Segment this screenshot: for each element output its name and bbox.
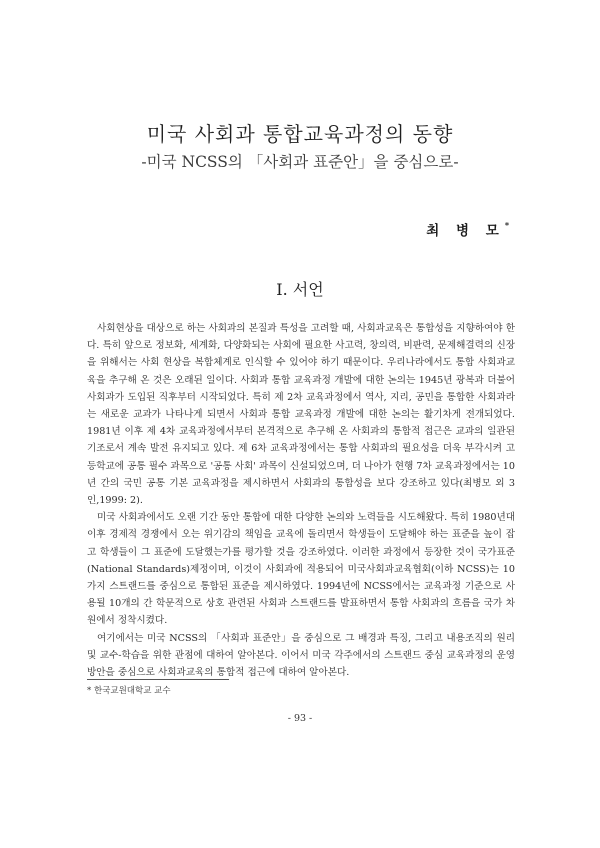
author-name: [426, 219, 509, 239]
footnote: * 한국교원대학교 교수: [87, 686, 171, 696]
page-number: - 93 -: [287, 713, 313, 724]
paper-title: 미국 사회과 통합교육과정의 동향: [146, 122, 454, 146]
section-heading: Ⅰ. 서언: [276, 280, 324, 299]
paper-subtitle: -미국 NCSS의 「사회과 표준안」을 중심으로-: [141, 153, 459, 171]
body-text: [87, 320, 515, 681]
paragraph: 사회현상을 대상으로 하는 사회과의 본질과 특성을 고려할 때, 사회과교육은 통합성을 지향하여야 한다. 특히 앞으로 정보화, 세계화, 다양화되는 사회에 필요한 사고력, 창의력, 비판력, 문제해결력의 신장을 위해서는 사회 현상을 복합체계로 인식할 수 있어야 하기 때문이다. 우리나라에서도 통합 사회과교육을 추구해 온 것은 오래된 일이다. 사회과 통합 교육과정 개발에 대한 논의는 1945년 광복과 더불어 사회과가 도입된 직후부터 시작되었다. 특히 제 2차 교육과정에서 역사, 지리, 공민을 통합한 사회과라는 새로운 교과가 나타나게 되면서 사회과 통합 교육과정 개발에 대한 논의는 활기차게 전개되었다. 1981년 이후 제 4차 교육과정에서부터 본격적으로 추구해 온 사회과의 통합적 접근은 교과의 일관된 기조로서 계속 발전 유지되고 있다. 제 6차 교육과정에서는 통합 사회과의 필요성을 더욱 부각시켜 고등학교에 공통 필수 과목으로 '공통 사회' 과목이 신설되었으며, 더 나아가 현행 7차 교육과정에서는 10년 간의 국민 공통 기본 교육과정을 제시하면서 사회과의 통합성을 보다 강조하고 있다(최병모 외 3 인,1999: 2).: [87, 323, 515, 507]
paragraph: 미국 사회과에서도 오랜 기간 동안 통합에 대한 다양한 논의와 노력들을 시도해왔다. 특히 1980년대 이후 경제적 경쟁에서 오는 위기감의 책임을 교육에 돌리면서 학생들이 도달해야 하는 표준을 높이 잡고 학생들이 그 표준에 도달했는가를 평가할 것을 강조하였다. 이러한 과정에서 등장한 것이 국가표준(National Standards)제정이며, 이것이 사회과에 적용되어 미국사회과교육협회(이하 NCSS)는 10가지 스트랜드를 중심으로 통합된 표준을 제시하였다. 1994년에 NCSS에서는 교육과정 기준으로 사용될 10개의 간 학문적으로 상호 관련된 사회과 스트랜드를 발표하면서 통합 사회과의 흐름을 국가 차원에서 정착시켰다.: [87, 512, 515, 627]
footnote-divider: [87, 679, 229, 680]
author-footnote-mark: *: [504, 219, 509, 230]
author-name-text: 최 병 모: [426, 223, 505, 239]
paragraph: 여기에서는 미국 NCSS의 「사회과 표준안」을 중심으로 그 배경과 특징, 그리고 내용조직의 원리 및 교수-학습을 위한 관점에 대하여 알아본다. 이어서 미국 각주에서의 스트랜드 중심 교육과정의 운영방안을 중심으로 사회과교육의 통합적 접근에 대하여 알아본다.: [87, 632, 515, 679]
